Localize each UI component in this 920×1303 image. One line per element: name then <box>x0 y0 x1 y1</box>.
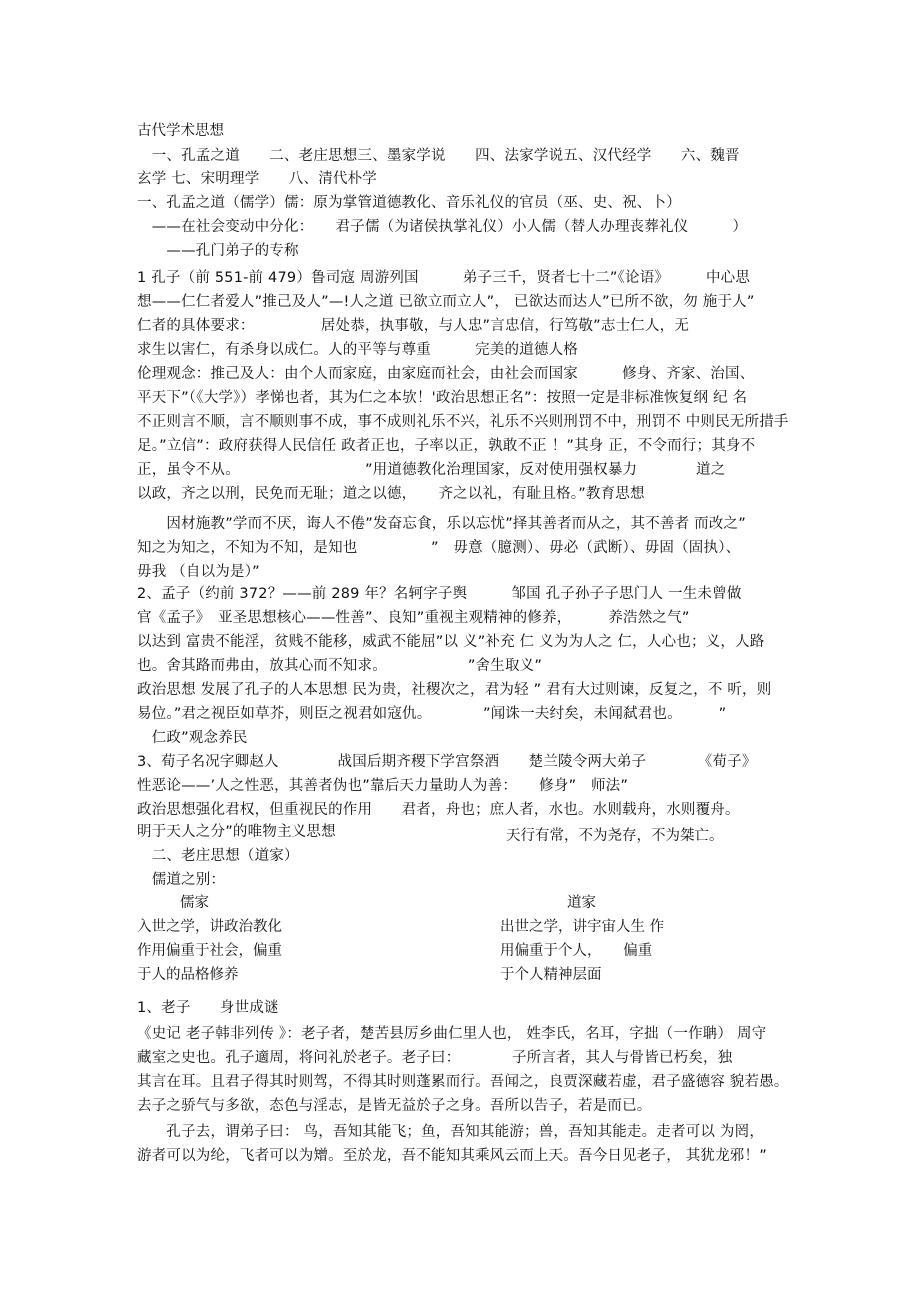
text-line: 3、荀子名况字卿赵人 战国后期齐稷下学宫祭酒 楚兰陵令两大弟子 《荀子》 <box>137 754 757 770</box>
table-left-cell: 作用偏重于社会，偏重 <box>137 943 282 959</box>
text-line: 儒道之别： <box>137 872 226 888</box>
table-right-cell: 出世之学，讲宇宙人生 作 <box>500 919 665 935</box>
text-line: 2、孟子（约前 372？——前 289 年？名轲字子舆 邹国 孔子孙子子思门人 一生未曾做 <box>137 586 742 602</box>
text-line: 也。舍其路而弗由，放其心而不知求。 ”舍生取义” <box>137 658 543 674</box>
table-left-cell: 入世之学，讲政治教化 <box>137 919 282 935</box>
text-line: 仁者的具体要求： 居处恭，执事敬，与人忠”言忠信，行笃敬”志士仁人，无 <box>137 318 690 334</box>
text-line: 《史记 老子韩非列传 》：老子者，楚苦县厉乡曲仁里人也， 姓李氏，名耳，字拙（一作聃） 周守 <box>137 1026 767 1042</box>
text-line: 求生以害仁，有杀身以成仁。人的平等与尊重 完美的道德人格 <box>137 342 578 358</box>
text-line: 藏室之史也。孔子適周，将问礼於老子。老子曰： 子所言者，其人与骨皆已朽矣，独 <box>137 1050 733 1066</box>
text-line: 二、老庄思想（道家） <box>137 848 299 864</box>
text-line: 易位。”君之视臣如草芥，则臣之视君如寇仇。 ”闻诛一夫纣矣，未闻弑君也。 ” <box>137 706 727 722</box>
text-line: 官《孟子》 亚圣思想核心——性善”、良知”重视主观精神的修养， 养浩然之气” <box>137 610 690 626</box>
text-line: 其言在耳。且君子得其时则驾，不得其时则蓬累而行。吾闻之，良贾深藏若虚，君子盛德容 貌若愚。 <box>137 1074 789 1090</box>
page-title: 古代学术思想 <box>137 123 224 139</box>
text-line: 玄学 七、宋明理学 八、清代朴学 <box>137 171 378 187</box>
text-line: 明于天人之分”的唯物主义思想 <box>137 824 336 840</box>
text-line: 孔子去，谓弟子曰： 鸟，吾知其能飞；鱼，吾知其能游；兽，吾知其能走。走者可以 为罔， <box>137 1124 765 1140</box>
text-line: 一、孔孟之道（儒学）儒：原为掌管道德教化、音乐礼仪的官员（巫、史、祝、卜） <box>137 195 681 211</box>
text-line: 去子之骄气与多欲，态色与淫志，是皆无益於子之身。吾所以告子，若是而已。 <box>137 1098 652 1114</box>
text-line: 以达到 富贵不能淫，贫贱不能移，威武不能屈”以 义”补充 仁 义为为人之 仁，人心也；义，人路 <box>137 634 765 650</box>
text-line: ——孔门弟子的专称 <box>137 243 299 259</box>
text-line: 以政，齐之以刑，民免而无耻；道之以德， 齐之以礼，有耻且格。”教育思想 <box>137 486 645 502</box>
text-line: 仁政”观念养民 <box>137 730 248 746</box>
text-line: 一、孔孟之道 二、老庄思想三、墨家学说 四、法家学说五、汉代经学 六、魏晋 <box>137 148 740 164</box>
table-header-daoist: 道家 <box>567 895 596 911</box>
text-line: 想——仁仁者爱人”推己及人”—!人之道 已欲立而立人”， 已欲达而达人”已所不欲，勿 施于人” <box>137 294 755 310</box>
text-line: 伦理观念：推己及人：由个人而家庭，由家庭而社会，由社会而国家 修身、齐家、治国、 <box>137 366 755 382</box>
text-line: ——在社会变动中分化： 君子儒（为诸侯执掌礼仪）小人儒（替人办理丧葬礼仪 ） <box>137 219 748 235</box>
table-left-cell: 于人的品格修养 <box>137 967 239 983</box>
text-line: 平天下”（《大学》）孝悌也者，其为仁之本欤！'政治思想正名”：按照一定是非标准恢复纲 纪 名 <box>137 390 748 406</box>
table-right-cell: 于个人精神层面 <box>500 967 602 983</box>
table-header-confucian: 儒家 <box>180 895 209 911</box>
text-line: 游者可以为纶，飞者可以为矰。至於龙，吾不能知其乘风云而上天。吾今日见老子， 其犹龙邪！” <box>137 1148 767 1164</box>
text-line: 性恶论——’人之性恶，其善者伪也”靠后天力量助人为善： 修身” 师法” <box>137 778 629 794</box>
text-line: 毋我 （自以为是）” <box>137 564 260 580</box>
text-line: 1 孔子（前 551-前 479）鲁司寇 周游列国 弟子三千，贤者七十二”《论语》 中心思 <box>137 270 751 286</box>
text-line: 因材施教”学而不厌，诲人不倦”发奋忘食，乐以忘忧”择其善者而从之，其不善者 而改之” <box>137 516 746 532</box>
text-line: 1、老子 身世成谜 <box>137 1000 279 1016</box>
side-quote: 天行有常，不为尧存，不为桀亡。 <box>506 828 724 844</box>
text-line: 不正则言不顺，言不顺则事不成，事不成则礼乐不兴，礼乐不兴则刑罚不中，刑罚不 中则民无所措手 <box>137 414 789 430</box>
text-line: 正，虽令不从。 ”用道德教化治理国家，反对使用强权暴力 道之 <box>137 462 726 478</box>
text-line: 政治思想 发展了孔子的人本思想 民为贵，社稷次之，君为轻 ” 君有大过则谏，反复之，不 听，则 <box>137 682 772 698</box>
text-line: 知之为知之，不知为不知，是知也 ” 毋意（臆测）、毋必（武断）、毋固（固执）、 <box>137 540 741 556</box>
table-right-cell: 用偏重于个人， 偏重 <box>500 943 653 959</box>
text-line: 政治思想强化君权，但重视民的作用 君者，舟也；庶人者，水也。水则载舟，水则覆舟。 <box>137 802 740 818</box>
text-line: 足。”立信”：政府获得人民信任 政者正也，子率以正，孰敢不正 ！”其身 正，不令而行；其身不 <box>137 438 756 454</box>
